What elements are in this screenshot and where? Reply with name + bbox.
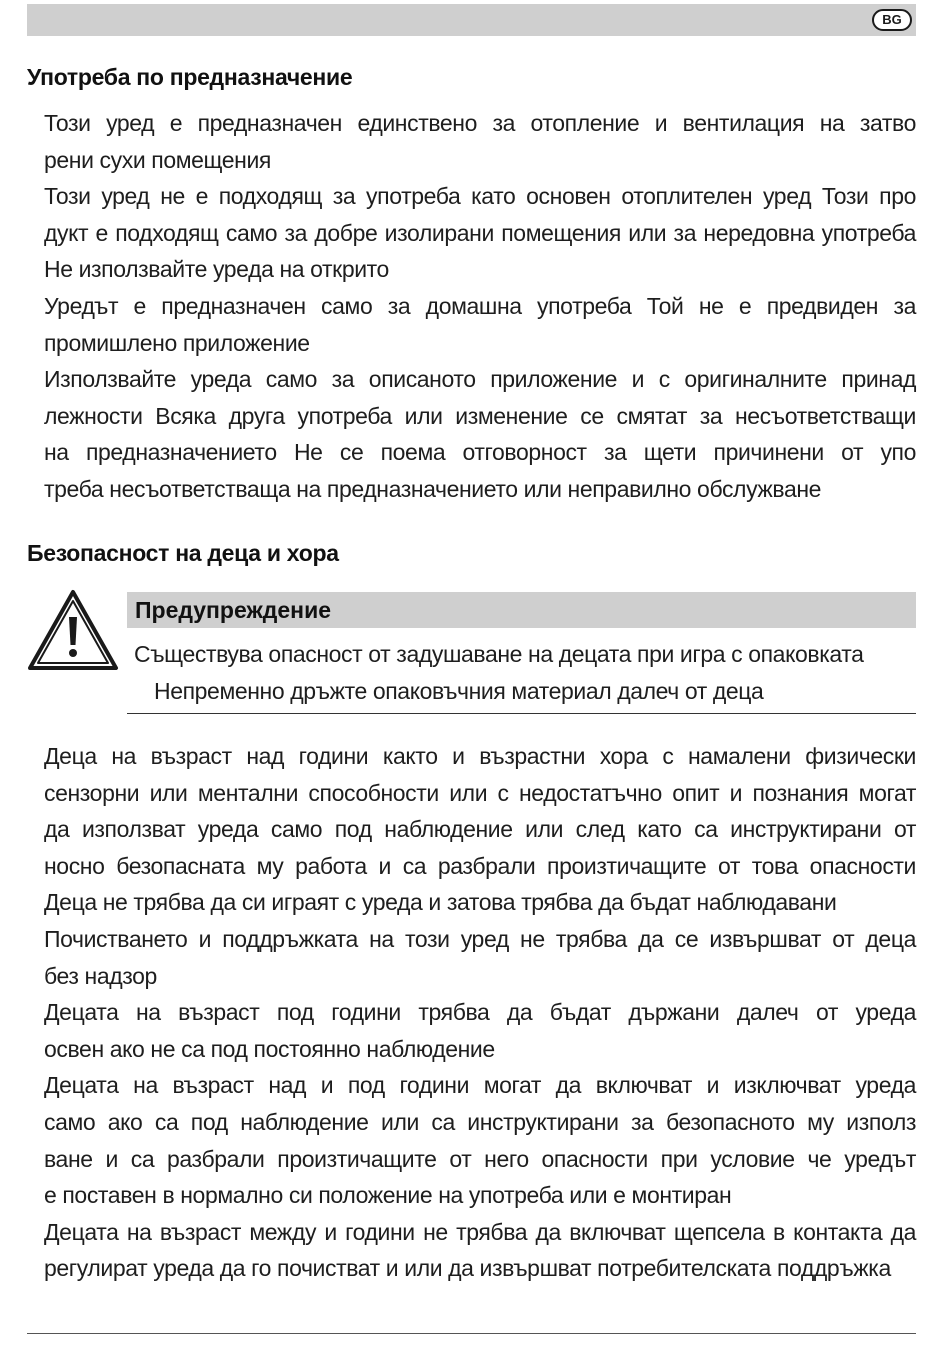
child-safety-text	[44, 738, 916, 1287]
text-line: Съществува опасност от задушаване на децата при игра с опаковката	[134, 641, 864, 667]
text-line: е поставен в нормално си положение на употреба или е монтиран	[44, 1182, 732, 1209]
header-bar	[27, 4, 916, 36]
text-line: Децата на възраст под години трябва да бъдат държани далеч от уреда	[44, 999, 916, 1026]
text-line: освен ако не са под постоянно наблюдение	[44, 1035, 495, 1062]
text-line: да използват уреда само под наблюдение или след като са инструктирани от	[44, 816, 916, 843]
text-line: носно безопасната му работа и са разбрали произтичащите от това опасности	[44, 852, 916, 879]
intended-use-text	[44, 105, 916, 508]
text-line: само ако са под наблюдение или са инструктирани за безопасното му използ	[44, 1108, 916, 1135]
text-line: регулират уреда да го почистват и или да извършват потребителската поддръжка	[44, 1255, 891, 1282]
warning-triangle-icon	[27, 589, 119, 671]
language-badge: BG	[872, 9, 912, 31]
text-line: Деца не трябва да си играят с уреда и затова трябва да бъдат наблюдавани	[44, 889, 837, 916]
text-line: лежности Всяка друга употреба или изменение се смятат за несъответстващи	[44, 402, 916, 429]
text-line: на предназначението Не се поема отговорност за щети причинени от упо	[44, 439, 916, 466]
warning-title: Предупреждение	[127, 592, 916, 628]
warning-text	[134, 636, 916, 709]
text-line: Почистването и поддръжката на този уред не трябва да се извършват от деца	[44, 925, 916, 952]
section-heading-child-safety: Безопасност на деца и хора	[27, 540, 339, 566]
divider	[127, 713, 916, 714]
text-line: Уредът е предназначен само за домашна употреба Той не е предвиден за	[44, 292, 916, 319]
text-line: промишлено приложение	[44, 329, 310, 356]
footer-divider	[27, 1333, 916, 1334]
text-line: Децата на възраст между и години не трябва да включват щепсела в контакта да	[44, 1218, 916, 1245]
text-line: Не използвайте уреда на открито	[44, 256, 389, 283]
text-line: Този уред е предназначен единствено за отопление и вентилация на затво	[44, 110, 916, 136]
text-line: Този уред не е подходящ за употреба като основен отоплителен уред Този про	[44, 183, 916, 210]
text-line: Използвайте уреда само за описаното приложение и с оригиналните принад	[44, 366, 916, 393]
text-line: Децата на възраст над и под години могат да включват и изключват уреда	[44, 1072, 916, 1099]
section-heading-intended-use: Употреба по предназначение	[27, 64, 353, 90]
text-line: ване и са разбрали произтичащите от него опасности при условие че уредът	[44, 1145, 916, 1172]
text-line: дукт е подходящ само за добре изолирани помещения или за нередовна употреба	[44, 219, 916, 246]
text-line: Деца на възраст над години както и възрастни хора с намалени физически	[44, 743, 916, 769]
text-line: рени сухи помещения	[44, 146, 271, 173]
text-line: сензорни или ментални способности или с недостатъчно опит и познания могат	[44, 779, 916, 806]
text-line: треба несъответстваща на предназначението или неправилно обслужване	[44, 475, 822, 502]
text-line: без надзор	[44, 962, 157, 989]
text-line: Непременно дръжте опаковъчния материал далеч от деца	[154, 677, 764, 704]
